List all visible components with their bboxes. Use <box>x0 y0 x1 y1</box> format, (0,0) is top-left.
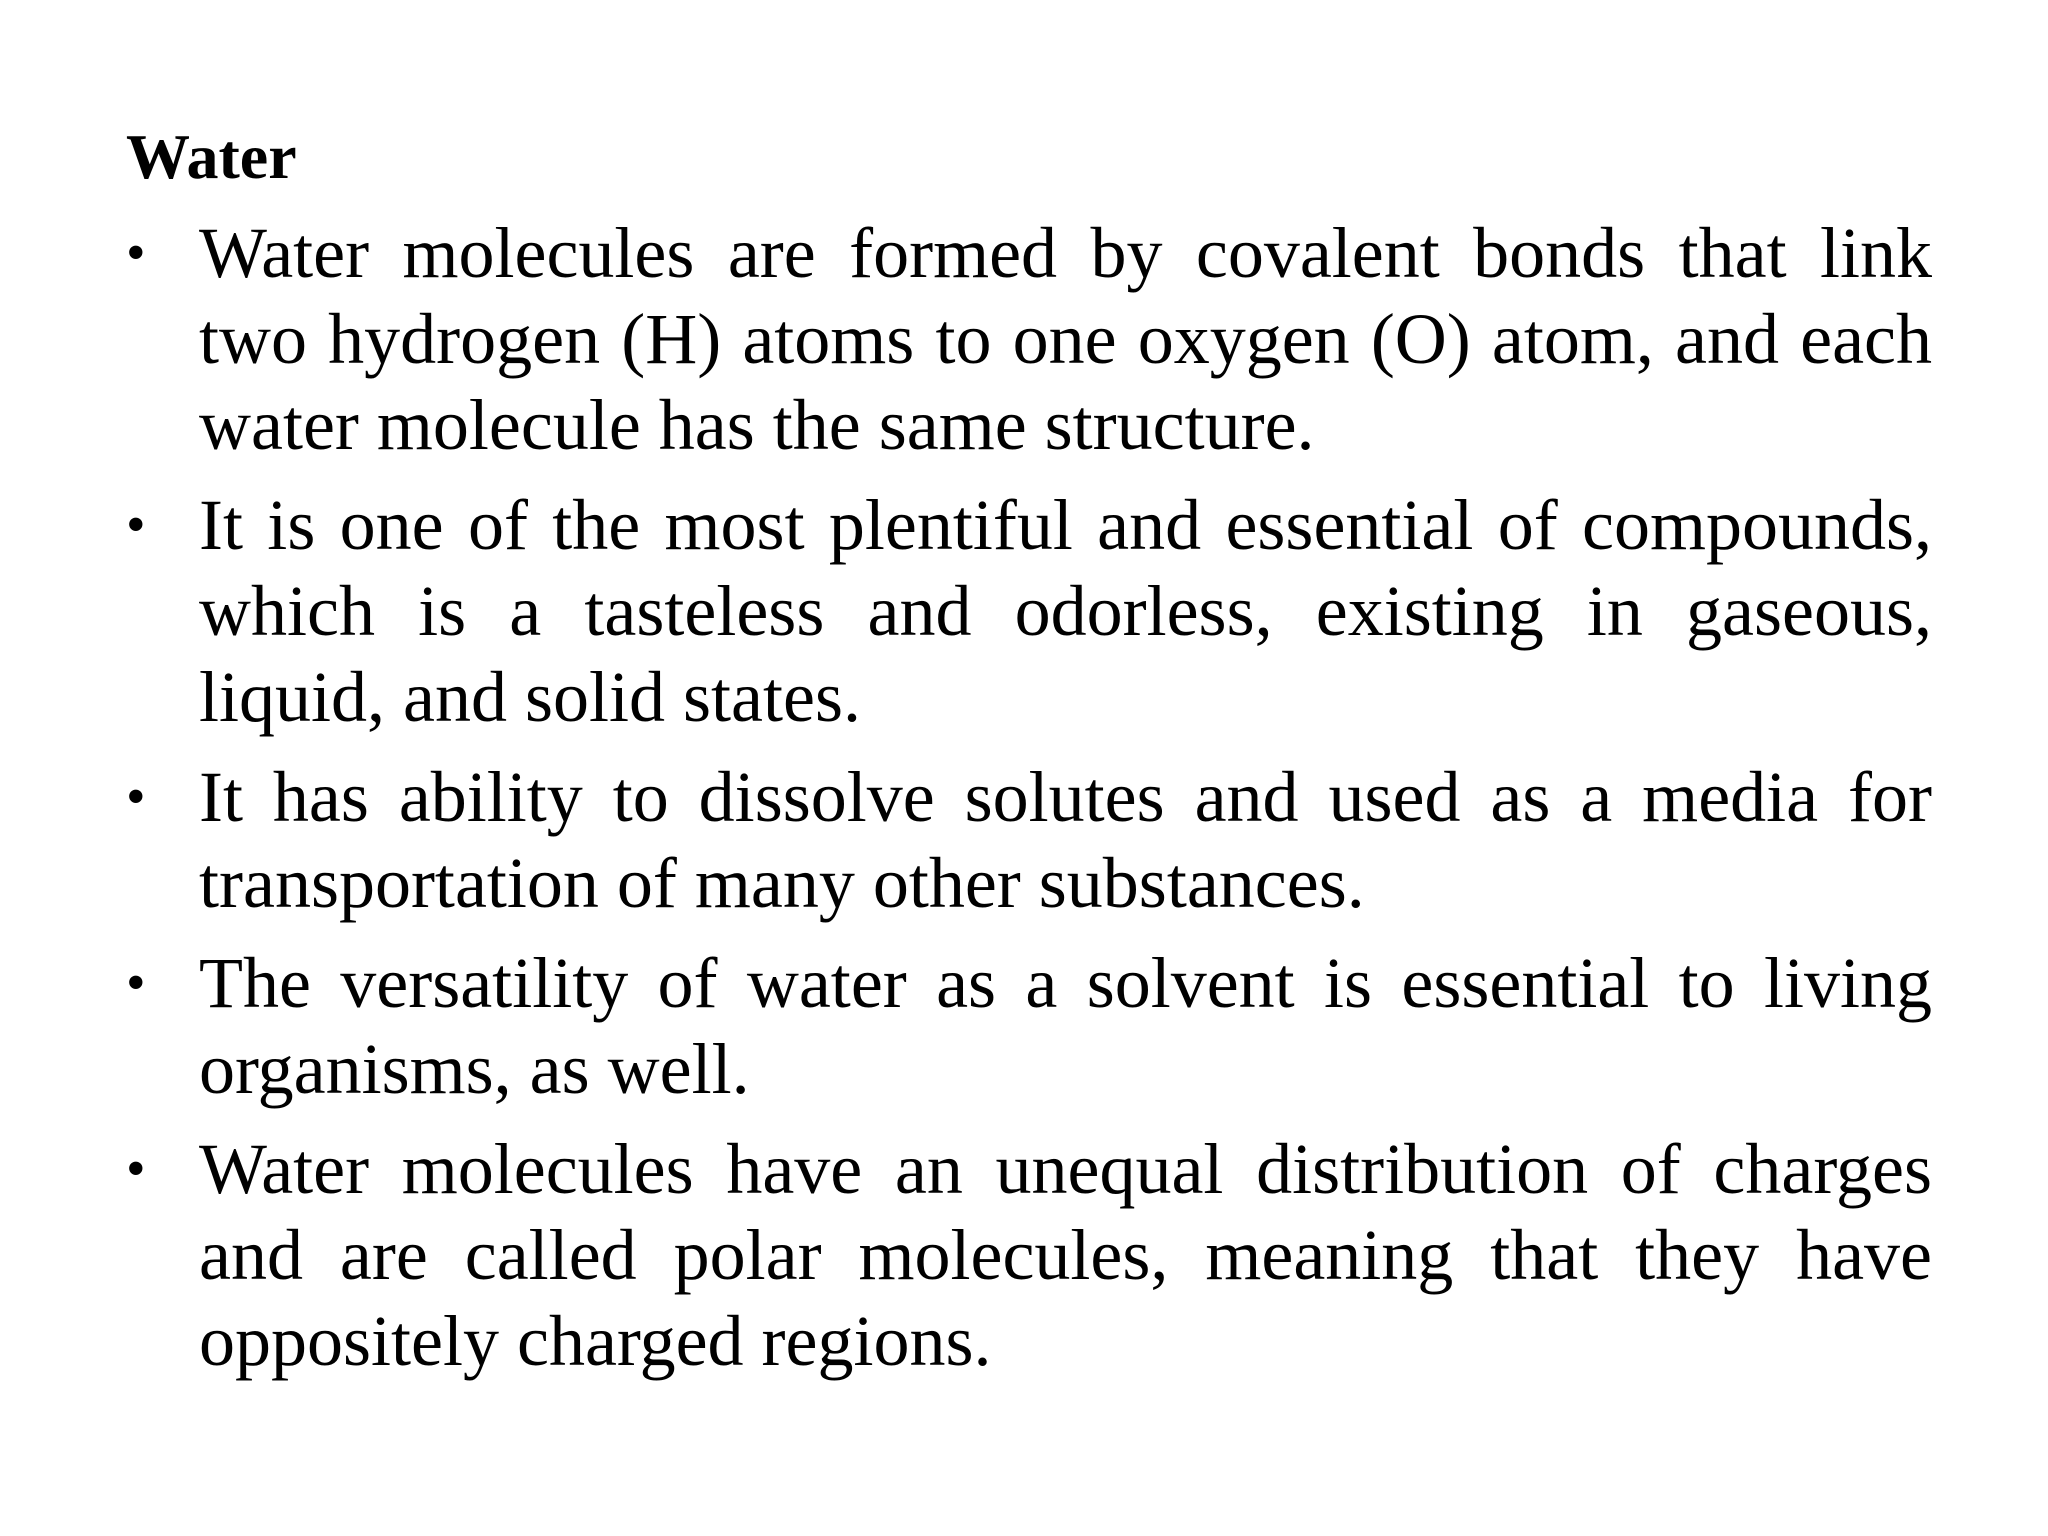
bullet-item <box>126 940 1932 1112</box>
bullet-text: It has ability to dissolve solutes and used as a media for transportation of many other substances. <box>199 757 1932 923</box>
bullet-item <box>126 210 1932 468</box>
bullet-item <box>126 482 1932 740</box>
slide-title: Water <box>126 121 297 192</box>
bullet-icon: • <box>126 1138 146 1200</box>
bullet-list <box>126 210 1932 1384</box>
bullet-icon: • <box>126 952 146 1014</box>
bullet-text: The versatility of water as a solvent is essential to living organisms, as well. <box>199 943 1932 1109</box>
bullet-icon: • <box>126 494 146 556</box>
bullet-icon: • <box>126 766 146 828</box>
bullet-item <box>126 754 1932 926</box>
bullet-item <box>126 1126 1932 1384</box>
slide-content <box>126 118 1932 1398</box>
bullet-text: Water molecules are formed by covalent bonds that link two hydrogen (H) atoms to one oxygen (O) atom, and each water molecule has the same structure. <box>199 213 1932 465</box>
bullet-text: Water molecules have an unequal distribution of charges and are called polar molecules, meaning that they have oppositely charged regions. <box>199 1129 1932 1381</box>
bullet-icon: • <box>126 222 146 284</box>
bullet-text: It is one of the most plentiful and essential of compounds, which is a tasteless and odorless, existing in gaseous, liquid, and solid states. <box>199 485 1932 737</box>
